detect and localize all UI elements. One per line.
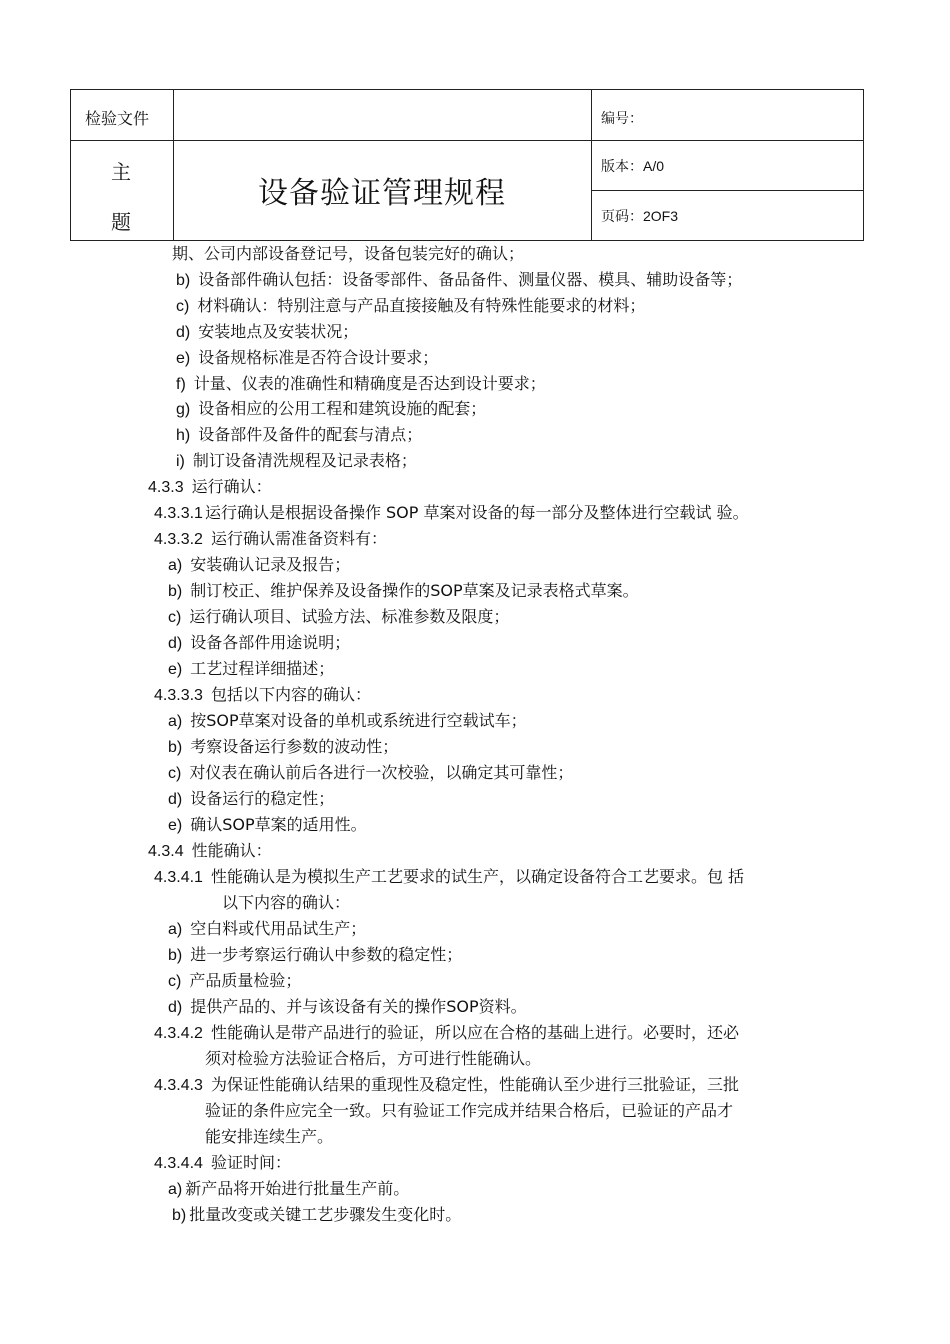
list-item xyxy=(168,789,334,810)
section-number: 4.3.4.3 xyxy=(154,1077,203,1094)
section-number: 4.3.3.2 xyxy=(154,531,203,548)
doc-type: 检验文件 xyxy=(85,109,150,128)
item-marker: b) xyxy=(172,1207,187,1224)
section-heading xyxy=(154,1023,739,1044)
item-text: 设备部件及备件的配套与清点； xyxy=(198,425,423,444)
section-number: 4.3.4.2 xyxy=(154,1025,203,1042)
item-marker: d) xyxy=(168,999,183,1016)
list-item xyxy=(168,633,350,654)
item-text: 安装确认记录及报告； xyxy=(190,555,351,574)
section-number: 4.3.4 xyxy=(148,843,184,860)
list-item xyxy=(176,425,422,446)
item-text: 空白料或代用品试生产； xyxy=(190,919,367,938)
section-heading xyxy=(154,685,371,706)
section-text: 性能确认是带产品进行的验证，所以应在合格的基础上进行。必要时，还必 xyxy=(210,1023,739,1042)
item-text: 提供产品的、并与该设备有关的操作SOP资料。 xyxy=(190,997,527,1016)
item-text: 设备部件确认包括：设备零部件、备品备件、测量仪器、模具、辅助设备等； xyxy=(198,270,743,289)
item-text: 运行确认项目、试验方法、标准参数及限度； xyxy=(189,607,510,626)
divider xyxy=(591,90,592,240)
list-item xyxy=(168,555,350,576)
divider xyxy=(591,190,864,191)
item-marker: c) xyxy=(168,765,182,782)
subject-label-2: 题 xyxy=(111,210,131,234)
list-item xyxy=(176,399,486,420)
list-item xyxy=(176,451,417,472)
item-marker: f) xyxy=(176,376,186,393)
text-line xyxy=(205,1127,333,1147)
doc-number xyxy=(601,108,643,128)
item-marker: h) xyxy=(176,427,191,444)
item-text: 制订设备清洗规程及记录表格； xyxy=(192,451,417,470)
page-title: 设备验证管理规程 xyxy=(258,176,506,211)
item-marker: a) xyxy=(168,713,183,730)
item-text: 考察设备运行参数的波动性； xyxy=(190,737,399,756)
item-text: 计量、仪表的准确性和精确度是否达到设计要求； xyxy=(193,374,546,393)
list-item xyxy=(176,348,438,369)
list-item xyxy=(176,296,645,317)
list-item xyxy=(168,945,462,966)
section-heading xyxy=(154,503,749,524)
list-item xyxy=(168,737,398,758)
item-text: 确认SOP草案的适用性。 xyxy=(190,815,367,834)
version-value: A/0 xyxy=(643,158,665,174)
number-label: 编号： xyxy=(601,111,643,127)
item-text: 设备运行的稳定性； xyxy=(190,789,335,808)
line-text: 能安排连续生产。 xyxy=(205,1127,334,1146)
item-text: 批量改变或关键工艺步骤发生变化时。 xyxy=(189,1205,462,1224)
item-text: 工艺过程详细描述； xyxy=(190,659,335,678)
item-text: 设备相应的公用工程和建筑设施的配套； xyxy=(198,399,487,418)
item-marker: d) xyxy=(176,324,191,341)
section-heading xyxy=(148,477,272,498)
item-marker: i) xyxy=(176,453,185,470)
item-marker: d) xyxy=(168,635,183,652)
item-text: 对仪表在确认前后各进行一次校验，以确定其可靠性； xyxy=(189,763,574,782)
item-marker: a) xyxy=(168,557,183,574)
item-text: 新产品将开始进行批量生产前。 xyxy=(185,1179,410,1198)
item-marker: a) xyxy=(168,1181,183,1198)
section-number: 4.3.3.1 xyxy=(154,505,203,522)
item-text: 材料确认：特别注意与产品直接接触及有特殊性能要求的材料； xyxy=(197,296,646,315)
item-marker: c) xyxy=(176,298,190,315)
list-item xyxy=(176,374,546,395)
item-marker: a) xyxy=(168,921,183,938)
list-item xyxy=(172,1205,461,1226)
version xyxy=(601,156,664,176)
section-heading xyxy=(148,841,272,862)
section-text: 验证时间： xyxy=(210,1153,291,1172)
list-item xyxy=(168,607,509,628)
section-text: 为保证性能确认结果的重现性及稳定性，性能确认至少进行三批验证，三批 xyxy=(210,1075,739,1094)
section-text: 运行确认需准备资料有： xyxy=(210,529,387,548)
item-text: 进一步考察运行确认中参数的稳定性； xyxy=(190,945,463,964)
section-text: 性能确认是为模拟生产工艺要求的试生产，以确定设备符合工艺要求。包 括 xyxy=(210,867,745,886)
item-marker: b) xyxy=(176,272,191,289)
item-marker: d) xyxy=(168,791,183,808)
list-item xyxy=(176,322,358,343)
list-item xyxy=(168,659,334,680)
section-text: 运行确认是根据设备操作 SOP 草案对设备的每一部分及整体进行空载试 验。 xyxy=(204,503,749,522)
section-heading xyxy=(154,867,744,888)
section-heading xyxy=(154,1153,291,1174)
header-table xyxy=(70,89,864,241)
list-item xyxy=(168,1179,409,1200)
item-marker: b) xyxy=(168,947,183,964)
text-line xyxy=(222,893,350,913)
page-number xyxy=(601,206,678,226)
section-number: 4.3.3 xyxy=(148,479,184,496)
list-item xyxy=(176,270,742,291)
section-heading xyxy=(154,529,387,550)
item-marker: e) xyxy=(168,661,183,678)
line-text: 验证的条件应完全一致。只有验证工作完成并结果合格后，已验证的产品才 xyxy=(205,1101,734,1120)
line-text: 以下内容的确认： xyxy=(222,893,351,912)
item-text: 设备规格标准是否符合设计要求； xyxy=(198,348,439,367)
section-number: 4.3.4.4 xyxy=(154,1155,203,1172)
item-marker: b) xyxy=(168,739,183,756)
item-text: 制订校正、维护保养及设备操作的SOP草案及记录表格式草案。 xyxy=(190,581,639,600)
list-item xyxy=(168,763,573,784)
page-label: 页码： xyxy=(601,208,643,224)
item-marker: g) xyxy=(176,401,191,418)
text-line xyxy=(172,244,524,264)
item-text: 安装地点及安装状况； xyxy=(198,322,359,341)
item-text: 按SOP草案对设备的单机或系统进行空载试车； xyxy=(190,711,527,730)
section-number: 4.3.3.3 xyxy=(154,687,203,704)
list-item xyxy=(168,997,527,1018)
list-item xyxy=(168,919,366,940)
item-text: 产品质量检验； xyxy=(189,971,302,990)
page-value: 2OF3 xyxy=(643,208,679,224)
text-line xyxy=(205,1101,733,1121)
line-text: 须对检验方法验证合格后，方可进行性能确认。 xyxy=(205,1049,542,1068)
section-text: 性能确认： xyxy=(191,841,272,860)
subject-label-1: 主 xyxy=(111,160,131,184)
list-item xyxy=(168,971,301,992)
item-marker: e) xyxy=(168,817,183,834)
section-text: 包括以下内容的确认： xyxy=(210,685,371,704)
item-marker: c) xyxy=(168,973,182,990)
item-text: 设备各部件用途说明； xyxy=(190,633,351,652)
list-item xyxy=(168,711,527,732)
line-text: 期、公司内部设备登记号，设备包装完好的确认； xyxy=(172,244,525,263)
text-line xyxy=(205,1049,541,1069)
item-marker: b) xyxy=(168,583,183,600)
section-heading xyxy=(154,1075,739,1096)
list-item xyxy=(168,581,639,602)
section-number: 4.3.4.1 xyxy=(154,869,203,886)
list-item xyxy=(168,815,367,836)
section-text: 运行确认： xyxy=(191,477,272,496)
item-marker: e) xyxy=(176,350,191,367)
version-label: 版本： xyxy=(601,158,643,174)
item-marker: c) xyxy=(168,609,182,626)
